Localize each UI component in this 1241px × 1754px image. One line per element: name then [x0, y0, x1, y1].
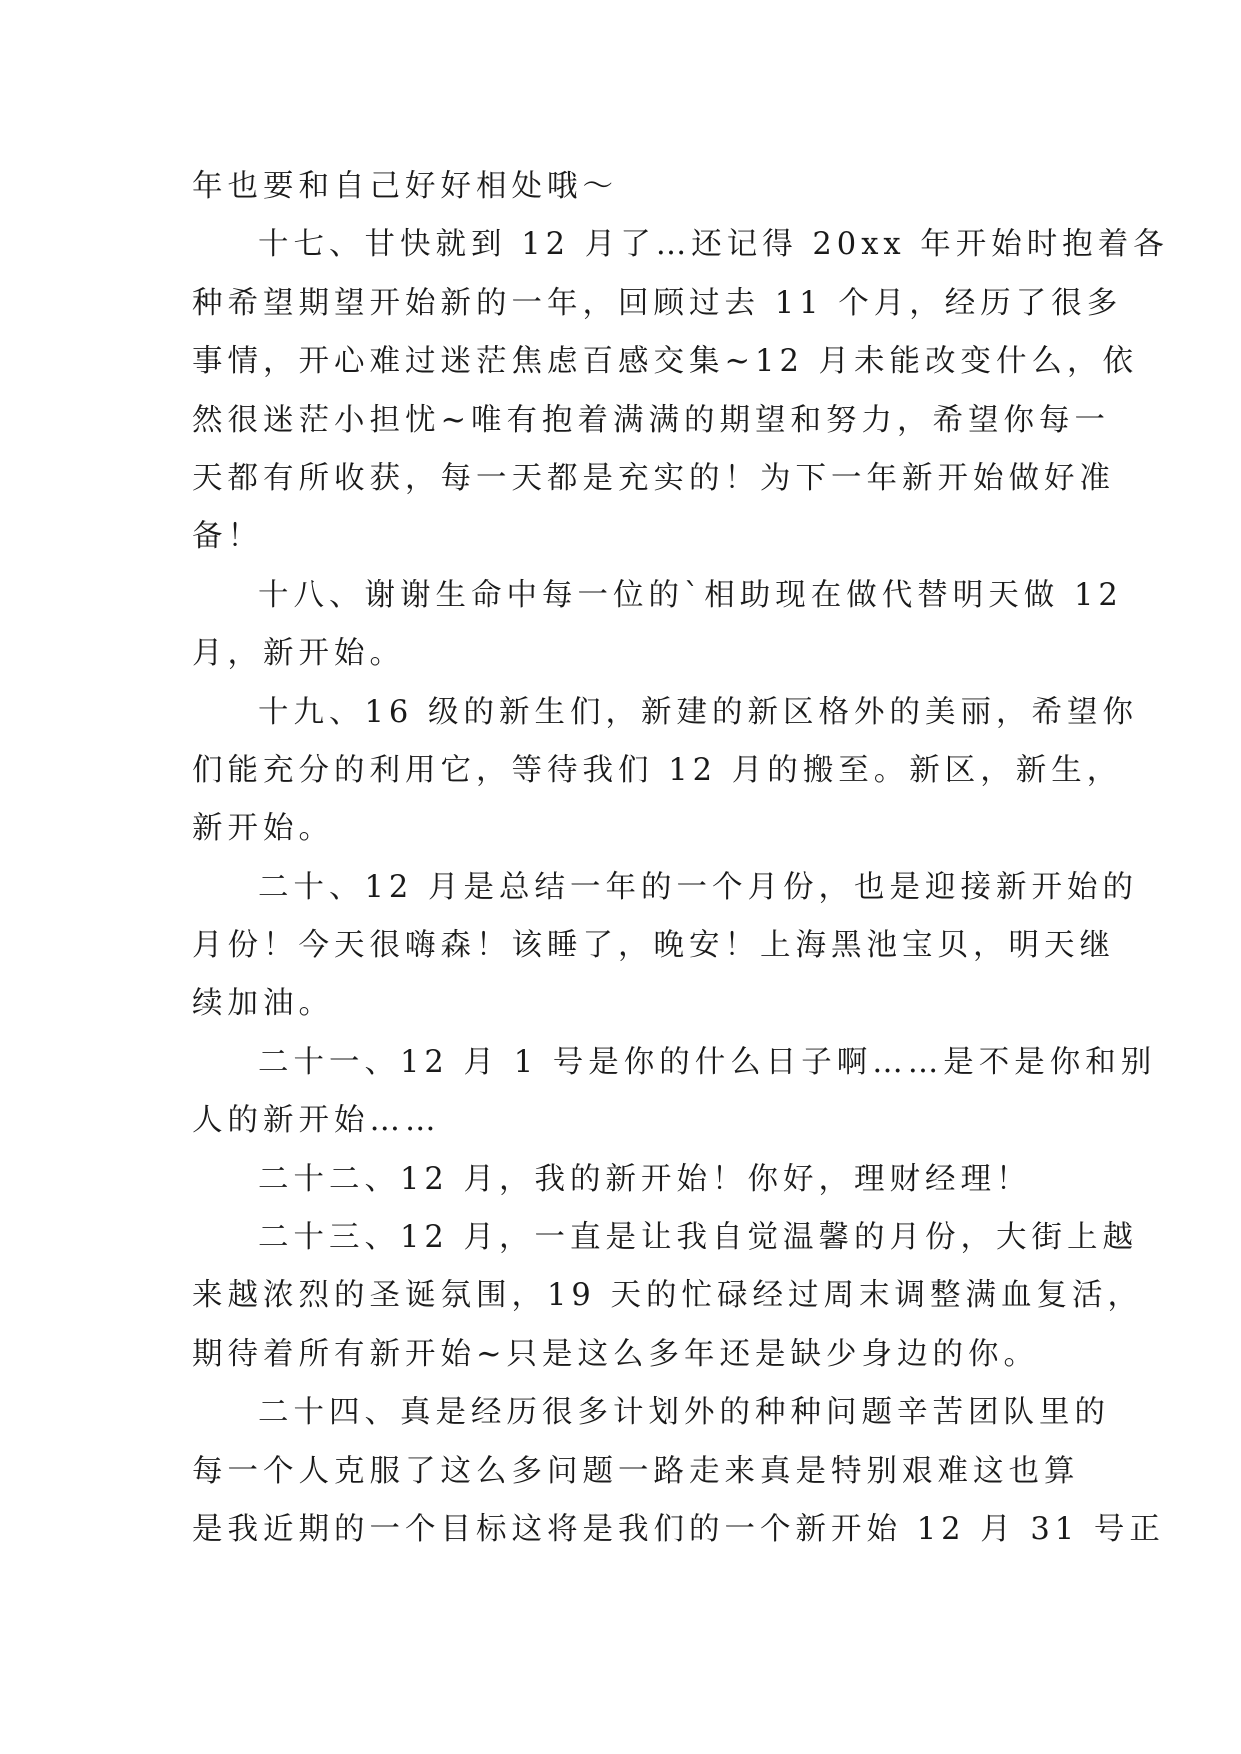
text-line: 种希望期望开始新的一年，回顾过去 11 个月，经历了很多 — [192, 285, 1123, 321]
text-line: 期待着所有新开始~只是这么多年还是缺少身边的你。 — [192, 1336, 1040, 1372]
paragraph-20-line-1: 二十、12 月是总结一年的一个月份，也是迎接新开始的 — [258, 869, 1139, 905]
text-line: 来越浓烈的圣诞氛围，19 天的忙碌经过周末调整满血复活， — [192, 1278, 1144, 1314]
paragraph-24-line-1: 二十四、真是经历很多计划外的种种问题辛苦团队里的 — [258, 1395, 1110, 1431]
text-line: 年也要和自己好好相处哦～ — [192, 169, 618, 204]
text-line: 续加油。 — [192, 986, 334, 1022]
text-line: 新开始。 — [192, 811, 334, 847]
text-line: 月份！今天很嗨森！该睡了，晚安！上海黑池宝贝，明天继 — [192, 928, 1115, 964]
paragraph-22-line-1: 二十二、12 月，我的新开始！你好，理财经理！ — [258, 1161, 1032, 1197]
text-line: 事情，开心难过迷茫焦虑百感交集~12 月未能改变什么，依 — [192, 344, 1139, 380]
body-text — [192, 158, 1169, 1559]
text-line: 是我近期的一个目标这将是我们的一个新开始 12 月 31 号正 — [192, 1511, 1165, 1547]
paragraph-18-line-1: 十八、谢谢生命中每一位的`相助现在做代替明天做 12 — [258, 577, 1123, 613]
text-line: 天都有所收获，每一天都是充实的！为下一年新开始做好准 — [192, 460, 1115, 496]
text-line: 月，新开始。 — [192, 636, 405, 672]
paragraph-23-line-1: 二十三、12 月，一直是让我自觉温馨的月份，大街上越 — [258, 1220, 1139, 1256]
text-line: 每一个人克服了这么多问题一路走来真是特别艰难这也算 — [192, 1453, 1080, 1489]
paragraph-21-line-1: 二十一、12 月 1 号是你的什么日子啊……是不是你和别 — [258, 1044, 1157, 1080]
text-line: 们能充分的利用它，等待我们 12 月的搬至。新区，新生， — [192, 752, 1123, 788]
text-line: 人的新开始…… — [192, 1103, 441, 1139]
text-line: 然很迷茫小担忧~唯有抱着满满的期望和努力，希望你每一 — [192, 402, 1111, 438]
paragraph-19-line-1: 十九、16 级的新生们，新建的新区格外的美丽，希望你 — [258, 694, 1139, 730]
text-line: 备！ — [192, 519, 263, 555]
paragraph-17-line-1: 十七、甘快就到 12 月了…还记得 20xx 年开始时抱着各 — [258, 227, 1169, 263]
